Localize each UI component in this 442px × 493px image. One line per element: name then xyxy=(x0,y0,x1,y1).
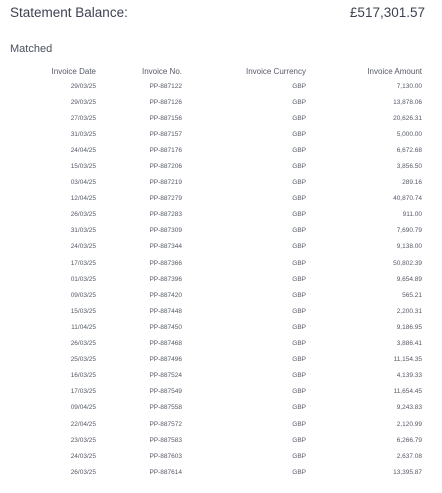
invoice-currency-cell: GBP xyxy=(292,436,306,444)
row-spacer xyxy=(422,175,442,191)
invoice-no-cell: PP-887603 xyxy=(149,452,182,460)
invoice-no-cell: PP-887583 xyxy=(149,436,182,444)
row-spacer xyxy=(422,142,442,158)
invoice-date-cell: 17/03/25 xyxy=(70,259,96,267)
invoice-amount-cell: 3,856.50 xyxy=(396,163,422,171)
row-spacer xyxy=(422,110,442,126)
invoice-amount-cell: 40,870.74 xyxy=(393,195,422,203)
row-spacer xyxy=(422,207,442,223)
invoice-date-cell: 17/03/25 xyxy=(70,388,96,396)
invoice-currency-cell: GBP xyxy=(292,163,306,171)
invoice-currency-cell: GBP xyxy=(292,227,306,235)
invoice-amount-cell: 9,138.00 xyxy=(396,243,422,251)
invoice-amount-cell: 9,654.89 xyxy=(396,275,422,283)
table-row xyxy=(0,255,442,271)
row-spacer xyxy=(422,368,442,384)
row-spacer xyxy=(422,303,442,319)
invoice-currency-cell: GBP xyxy=(292,211,306,219)
invoice-date-cell: 25/03/25 xyxy=(70,356,96,364)
invoice-no-cell: PP-887126 xyxy=(149,98,182,106)
matched-section-title: Matched xyxy=(10,43,53,55)
table-row xyxy=(0,432,442,448)
column-header-invoice-date: Invoice Date xyxy=(51,66,96,76)
invoice-date-cell: 26/03/25 xyxy=(70,211,96,219)
invoice-currency-cell: GBP xyxy=(292,420,306,428)
invoice-date-cell: 16/03/25 xyxy=(70,372,96,380)
row-spacer xyxy=(422,352,442,368)
row-spacer xyxy=(422,158,442,174)
invoice-currency-cell: GBP xyxy=(292,291,306,299)
row-spacer xyxy=(422,78,442,94)
invoice-date-cell: 24/03/25 xyxy=(70,243,96,251)
invoice-date-cell: 27/03/25 xyxy=(70,114,96,122)
invoice-no-cell: PP-887496 xyxy=(149,356,182,364)
invoice-date-cell: 01/03/25 xyxy=(70,275,96,283)
invoice-no-cell: PP-887558 xyxy=(149,404,182,412)
table-row xyxy=(0,94,442,110)
invoice-amount-cell: 11,154.35 xyxy=(393,356,422,364)
invoice-amount-cell: 3,886.41 xyxy=(396,340,422,348)
invoice-currency-cell: GBP xyxy=(292,372,306,380)
invoice-amount-cell: 5,000.00 xyxy=(396,130,422,138)
table-row xyxy=(0,368,442,384)
invoice-amount-cell: 7,690.79 xyxy=(396,227,422,235)
invoice-currency-cell: GBP xyxy=(292,356,306,364)
table-row xyxy=(0,303,442,319)
invoice-no-cell: PP-887614 xyxy=(149,468,182,476)
invoice-no-cell: PP-887572 xyxy=(149,420,182,428)
row-spacer xyxy=(422,464,442,480)
invoice-date-cell: 03/04/25 xyxy=(70,179,96,187)
row-spacer xyxy=(422,416,442,432)
invoice-currency-cell: GBP xyxy=(292,452,306,460)
invoice-no-cell: PP-887283 xyxy=(149,211,182,219)
table-row xyxy=(0,384,442,400)
invoice-date-cell: 31/03/25 xyxy=(70,130,96,138)
invoice-no-cell: PP-887448 xyxy=(149,307,182,315)
table-row xyxy=(0,416,442,432)
invoice-amount-cell: 911.00 xyxy=(402,211,422,219)
invoice-amount-cell: 2,200.31 xyxy=(396,307,422,315)
row-spacer xyxy=(422,319,442,335)
invoice-currency-cell: GBP xyxy=(292,307,306,315)
matched-invoices-body xyxy=(0,78,442,480)
invoice-no-cell: PP-887156 xyxy=(149,114,182,122)
invoice-date-cell: 29/03/25 xyxy=(70,98,96,106)
invoice-date-cell: 24/04/25 xyxy=(70,146,96,154)
invoice-date-cell: 22/04/25 xyxy=(70,420,96,428)
invoice-date-cell: 15/03/25 xyxy=(70,307,96,315)
column-header-spacer xyxy=(422,64,442,78)
invoice-no-cell: PP-887344 xyxy=(149,243,182,251)
invoice-currency-cell: GBP xyxy=(292,323,306,331)
invoice-currency-cell: GBP xyxy=(292,195,306,203)
table-row xyxy=(0,319,442,335)
statement-balance-label: Statement Balance: xyxy=(10,4,128,20)
statement-balance-amount: £517,301.57 xyxy=(349,4,425,20)
row-spacer xyxy=(422,400,442,416)
table-row xyxy=(0,464,442,480)
invoice-amount-cell: 50,802.39 xyxy=(393,259,422,267)
invoice-amount-cell: 9,186.95 xyxy=(396,323,422,331)
invoice-date-cell: 11/04/25 xyxy=(71,323,96,331)
invoice-currency-cell: GBP xyxy=(292,388,306,396)
invoice-amount-cell: 11,654.45 xyxy=(393,388,422,396)
row-spacer xyxy=(422,336,442,352)
invoice-currency-cell: GBP xyxy=(292,275,306,283)
invoice-date-cell: 12/04/25 xyxy=(70,195,96,203)
invoice-no-cell: PP-887549 xyxy=(149,388,182,396)
invoice-date-cell: 31/03/25 xyxy=(70,227,96,235)
table-row xyxy=(0,448,442,464)
row-spacer xyxy=(422,384,442,400)
invoice-currency-cell: GBP xyxy=(292,98,306,106)
invoice-amount-cell: 9,243.83 xyxy=(396,404,422,412)
table-row xyxy=(0,142,442,158)
invoice-amount-cell: 6,266.79 xyxy=(396,436,422,444)
row-spacer xyxy=(422,271,442,287)
column-header-invoice-currency: Invoice Currency xyxy=(245,66,306,76)
row-spacer xyxy=(422,432,442,448)
invoice-currency-cell: GBP xyxy=(292,82,306,90)
row-spacer xyxy=(422,94,442,110)
column-header-invoice-amount: Invoice Amount xyxy=(367,66,422,76)
table-row xyxy=(0,336,442,352)
invoice-amount-cell: 13,878.06 xyxy=(393,98,422,106)
table-row xyxy=(0,175,442,191)
row-spacer xyxy=(422,255,442,271)
invoice-currency-cell: GBP xyxy=(292,404,306,412)
invoice-amount-cell: 4,139.33 xyxy=(396,372,422,380)
invoice-no-cell: PP-887420 xyxy=(149,291,182,299)
table-row xyxy=(0,78,442,94)
invoice-amount-cell: 289.16 xyxy=(402,179,422,187)
invoice-no-cell: PP-887309 xyxy=(149,227,182,235)
invoice-currency-cell: GBP xyxy=(292,114,306,122)
invoice-date-cell: 29/03/25 xyxy=(70,82,96,90)
statement-balance-header xyxy=(10,2,425,22)
table-row xyxy=(0,158,442,174)
invoice-date-cell: 09/03/25 xyxy=(70,291,96,299)
row-spacer xyxy=(422,239,442,255)
table-row xyxy=(0,126,442,142)
row-spacer xyxy=(422,287,442,303)
matched-invoices-table xyxy=(0,64,442,480)
invoice-date-cell: 23/03/25 xyxy=(70,436,96,444)
invoice-amount-cell: 20,626.31 xyxy=(393,114,422,122)
invoice-no-cell: PP-887366 xyxy=(149,259,182,267)
invoice-currency-cell: GBP xyxy=(292,259,306,267)
invoice-currency-cell: GBP xyxy=(292,340,306,348)
table-row xyxy=(0,400,442,416)
invoice-amount-cell: 6,672.68 xyxy=(396,146,422,154)
invoice-date-cell: 26/03/25 xyxy=(70,340,96,348)
invoice-no-cell: PP-887524 xyxy=(149,372,182,380)
table-row xyxy=(0,223,442,239)
invoice-no-cell: PP-887176 xyxy=(149,146,182,154)
invoice-date-cell: 15/03/25 xyxy=(70,163,96,171)
table-row xyxy=(0,287,442,303)
row-spacer xyxy=(422,126,442,142)
invoice-no-cell: PP-887157 xyxy=(149,130,182,138)
table-header-row xyxy=(0,64,442,78)
invoice-no-cell: PP-887468 xyxy=(149,340,182,348)
table-row xyxy=(0,271,442,287)
row-spacer xyxy=(422,191,442,207)
row-spacer xyxy=(422,448,442,464)
row-spacer xyxy=(422,223,442,239)
invoice-amount-cell: 2,637.08 xyxy=(396,452,422,460)
table-row xyxy=(0,239,442,255)
invoice-amount-cell: 565.21 xyxy=(402,291,422,299)
table-row xyxy=(0,352,442,368)
invoice-currency-cell: GBP xyxy=(292,179,306,187)
invoice-no-cell: PP-887122 xyxy=(149,82,182,90)
table-row xyxy=(0,110,442,126)
invoice-amount-cell: 7,130.00 xyxy=(396,82,422,90)
invoice-no-cell: PP-887206 xyxy=(149,163,182,171)
invoice-date-cell: 09/04/25 xyxy=(70,404,96,412)
invoice-no-cell: PP-887219 xyxy=(149,179,182,187)
table-row xyxy=(0,207,442,223)
invoice-no-cell: PP-887279 xyxy=(149,195,182,203)
column-header-invoice-no: Invoice No. xyxy=(141,66,182,76)
invoice-amount-cell: 2,120.99 xyxy=(396,420,422,428)
invoice-amount-cell: 13,395.87 xyxy=(393,468,422,476)
table-row xyxy=(0,191,442,207)
invoice-currency-cell: GBP xyxy=(292,130,306,138)
invoice-currency-cell: GBP xyxy=(292,146,306,154)
invoice-no-cell: PP-887450 xyxy=(149,323,182,331)
invoice-currency-cell: GBP xyxy=(292,468,306,476)
invoice-no-cell: PP-887396 xyxy=(149,275,182,283)
invoice-currency-cell: GBP xyxy=(292,243,306,251)
invoice-date-cell: 24/03/25 xyxy=(70,452,96,460)
invoice-date-cell: 26/03/25 xyxy=(70,468,96,476)
